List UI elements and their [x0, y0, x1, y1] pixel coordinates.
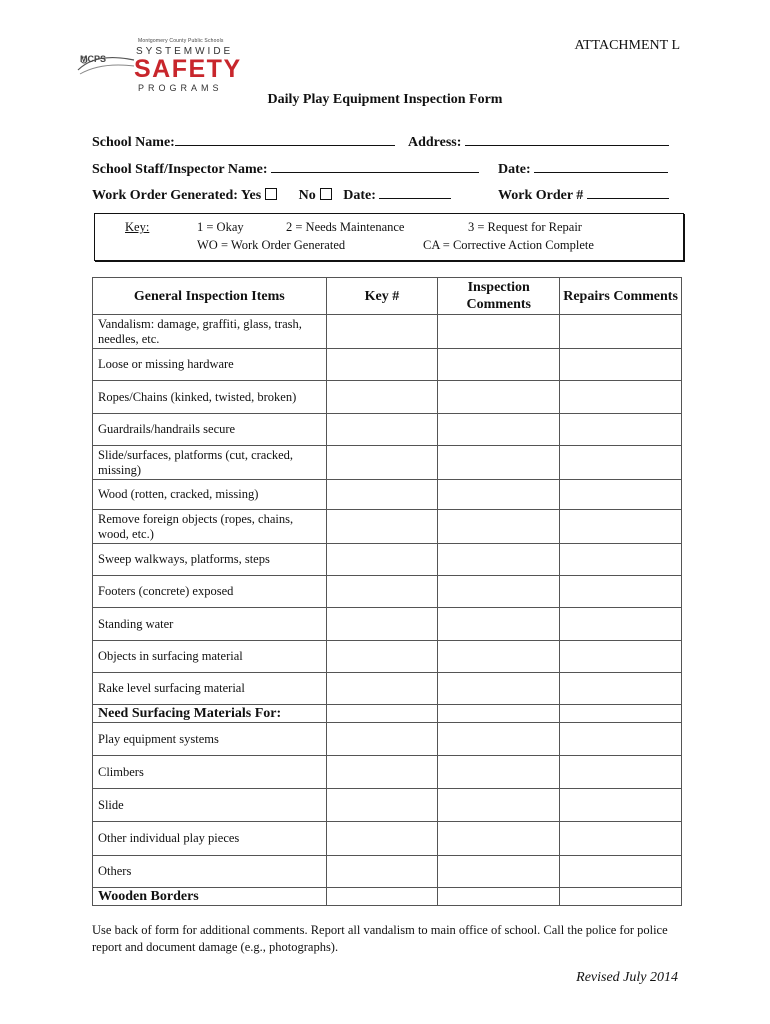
school-name-field[interactable] — [92, 133, 395, 151]
inspection-cell[interactable] — [438, 673, 560, 705]
school-name-line[interactable] — [175, 133, 395, 146]
inspection-cell[interactable] — [438, 705, 560, 723]
table-row — [93, 480, 682, 510]
repairs-cell[interactable] — [560, 723, 682, 756]
inspection-cell[interactable] — [438, 723, 560, 756]
key-request-repair: 3 = Request for Repair — [468, 220, 582, 234]
row-item: Slide/surfaces, platforms (cut, cracked, missing) — [93, 446, 327, 480]
key-cell[interactable] — [326, 414, 438, 446]
key-okay: 1 = Okay — [197, 220, 244, 234]
key-cell[interactable] — [326, 510, 438, 544]
attachment-label: ATTACHMENT L — [574, 38, 680, 53]
repairs-cell[interactable] — [560, 446, 682, 480]
revised-date: Revised July 2014 — [576, 970, 678, 985]
work-order-number-line[interactable] — [587, 186, 669, 199]
repairs-cell[interactable] — [560, 673, 682, 705]
table-row — [93, 673, 682, 705]
repairs-cell[interactable] — [560, 856, 682, 888]
repairs-cell[interactable] — [560, 888, 682, 906]
key-cell[interactable] — [326, 723, 438, 756]
key-cell[interactable] — [326, 641, 438, 673]
work-order-date-label: Date: — [343, 188, 376, 203]
table-row — [93, 381, 682, 414]
work-order-generated-field — [92, 186, 451, 204]
table-row — [93, 608, 682, 641]
logo-mcps: MCPS — [80, 54, 107, 64]
repairs-cell[interactable] — [560, 756, 682, 789]
row-item: Wood (rotten, cracked, missing) — [93, 480, 327, 510]
logo-systemwide: SYSTEMWIDE — [136, 46, 234, 57]
header-key: Key # — [326, 278, 438, 315]
key-label: Key: — [125, 220, 150, 234]
section-row-surfacing — [93, 705, 682, 723]
key-needs-maintenance: 2 = Needs Maintenance — [286, 220, 405, 234]
inspection-cell[interactable] — [438, 756, 560, 789]
inspection-cell[interactable] — [438, 576, 560, 608]
table-row — [93, 576, 682, 608]
inspection-cell[interactable] — [438, 349, 560, 381]
repairs-cell[interactable] — [560, 315, 682, 349]
row-item: Ropes/Chains (kinked, twisted, broken) — [93, 381, 327, 414]
table-row — [93, 349, 682, 381]
logo-org: Montgomery County Public Schools — [138, 38, 224, 44]
work-order-number-field[interactable] — [498, 186, 669, 204]
key-cell[interactable] — [326, 315, 438, 349]
key-cell[interactable] — [326, 480, 438, 510]
table-row — [93, 756, 682, 789]
inspection-cell[interactable] — [438, 510, 560, 544]
address-line[interactable] — [465, 133, 669, 146]
work-order-generated-label: Work Order Generated: — [92, 188, 238, 203]
inspection-cell[interactable] — [438, 608, 560, 641]
key-cell[interactable] — [326, 856, 438, 888]
table-row — [93, 544, 682, 576]
repairs-cell[interactable] — [560, 789, 682, 822]
inspection-cell[interactable] — [438, 544, 560, 576]
table-row — [93, 789, 682, 822]
inspection-cell[interactable] — [438, 480, 560, 510]
yes-checkbox[interactable] — [265, 188, 277, 200]
section-row-wooden-borders — [93, 888, 682, 906]
row-item: Slide — [93, 789, 327, 822]
repairs-cell[interactable] — [560, 414, 682, 446]
table-row — [93, 822, 682, 856]
row-item: Footers (concrete) exposed — [93, 576, 327, 608]
staff-field[interactable] — [92, 160, 479, 178]
repairs-cell[interactable] — [560, 544, 682, 576]
address-field[interactable] — [408, 133, 669, 151]
date-field[interactable] — [498, 160, 668, 178]
logo-safety: SAFETY — [134, 55, 242, 83]
table-row — [93, 446, 682, 480]
staff-line[interactable] — [271, 160, 479, 173]
header-general-items: General Inspection Items — [93, 278, 327, 315]
section-surfacing-label: Need Surfacing Materials For: — [93, 705, 327, 723]
key-work-order: WO = Work Order Generated — [197, 238, 346, 252]
repairs-cell[interactable] — [560, 349, 682, 381]
inspection-cell[interactable] — [438, 856, 560, 888]
staff-label: School Staff/Inspector Name: — [92, 162, 268, 177]
inspection-cell[interactable] — [438, 641, 560, 673]
repairs-cell[interactable] — [560, 576, 682, 608]
repairs-cell[interactable] — [560, 480, 682, 510]
date-label: Date: — [498, 162, 531, 177]
key-cell[interactable] — [326, 888, 438, 906]
inspection-cell[interactable] — [438, 789, 560, 822]
repairs-cell[interactable] — [560, 381, 682, 414]
key-cell[interactable] — [326, 705, 438, 723]
key-cell[interactable] — [326, 822, 438, 856]
key-cell[interactable] — [326, 576, 438, 608]
table-row — [93, 510, 682, 544]
logo-programs: PROGRAMS — [138, 83, 223, 93]
row-item: Others — [93, 856, 327, 888]
safety-programs-logo — [76, 38, 242, 98]
key-legend-box — [94, 213, 684, 261]
row-item: Other individual play pieces — [93, 822, 327, 856]
table-row — [93, 856, 682, 888]
work-order-date-line[interactable] — [379, 186, 451, 199]
table-row — [93, 315, 682, 349]
address-label: Address: — [408, 135, 462, 150]
inspection-cell[interactable] — [438, 822, 560, 856]
inspection-cell[interactable] — [438, 381, 560, 414]
inspection-table — [92, 277, 682, 906]
key-cell[interactable] — [326, 673, 438, 705]
row-item: Vandalism: damage, graffiti, glass, trash, needles, etc. — [93, 315, 327, 349]
inspection-cell[interactable] — [438, 414, 560, 446]
key-cell[interactable] — [326, 381, 438, 414]
no-checkbox[interactable] — [320, 188, 332, 200]
key-corrective-action: CA = Corrective Action Complete — [423, 238, 594, 252]
key-cell[interactable] — [326, 349, 438, 381]
row-item: Loose or missing hardware — [93, 349, 327, 381]
row-item: Climbers — [93, 756, 327, 789]
section-wooden-borders-label: Wooden Borders — [93, 888, 327, 906]
inspection-cell[interactable] — [438, 315, 560, 349]
key-cell[interactable] — [326, 789, 438, 822]
form-title: Daily Play Equipment Inspection Form — [267, 92, 503, 107]
repairs-cell[interactable] — [560, 705, 682, 723]
key-cell[interactable] — [326, 544, 438, 576]
yes-label: Yes — [240, 188, 262, 203]
repairs-cell[interactable] — [560, 822, 682, 856]
key-cell[interactable] — [326, 608, 438, 641]
table-header-row — [93, 278, 682, 315]
row-item: Remove foreign objects (ropes, chains, wood, etc.) — [93, 510, 327, 544]
row-item: Standing water — [93, 608, 327, 641]
repairs-cell[interactable] — [560, 608, 682, 641]
row-item: Play equipment systems — [93, 723, 327, 756]
row-item: Sweep walkways, platforms, steps — [93, 544, 327, 576]
inspection-cell[interactable] — [438, 446, 560, 480]
header-repairs-comments: Repairs Comments — [560, 278, 682, 315]
footer-instructions: Use back of form for additional comments. Report all vandalism to main office of school. Call the police for police report and document damage (e.g., photographs). — [92, 923, 668, 954]
table-row — [93, 414, 682, 446]
header-inspection-comments: Inspection Comments — [438, 278, 560, 315]
row-item: Objects in surfacing material — [93, 641, 327, 673]
key-cell[interactable] — [326, 446, 438, 480]
key-cell[interactable] — [326, 756, 438, 789]
school-name-label: School Name: — [92, 135, 175, 150]
date-line[interactable] — [534, 160, 668, 173]
row-item: Guardrails/handrails secure — [93, 414, 327, 446]
repairs-cell[interactable] — [560, 641, 682, 673]
table-row — [93, 641, 682, 673]
no-label: No — [298, 188, 316, 203]
repairs-cell[interactable] — [560, 510, 682, 544]
work-order-number-label: Work Order # — [498, 188, 584, 203]
table-row — [93, 723, 682, 756]
inspection-cell[interactable] — [438, 888, 560, 906]
row-item: Rake level surfacing material — [93, 673, 327, 705]
